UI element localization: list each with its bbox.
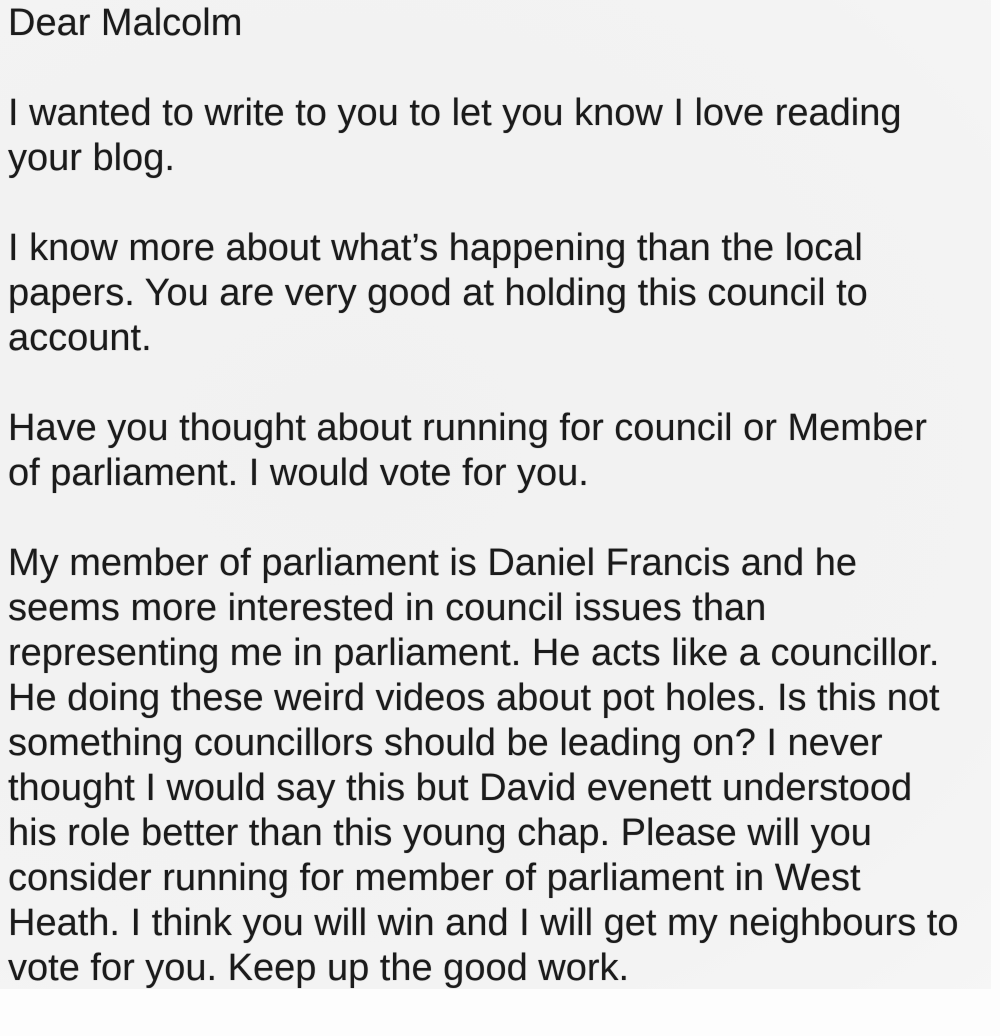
letter-line: your blog. [8, 137, 175, 179]
letter-line: representing me in parliament. He acts like a councillor. [8, 632, 940, 674]
paragraph [8, 226, 958, 361]
paragraph [8, 406, 958, 496]
letter-line: thought I would say this but David evenett understood [8, 767, 913, 809]
letter-line: seems more interested in council issues than [8, 587, 767, 629]
letter-line: vote for you. Keep up the good work. [8, 947, 630, 989]
paragraph [8, 91, 958, 181]
letter-line: account. [8, 317, 152, 359]
letter-line: something councillors should be leading on? I never [8, 722, 883, 764]
paragraph [8, 541, 958, 991]
paragraph [8, 1, 958, 46]
letter-line: Have you thought about running for council or Member [8, 407, 927, 449]
letter-line: his role better than this young chap. Please will you [8, 812, 872, 854]
letter-line: papers. You are very good at holding this council to [8, 272, 868, 314]
letter-line: He doing these weird videos about pot holes. Is this not [8, 677, 940, 719]
letter-line: I wanted to write to you to let you know I love reading [8, 92, 902, 134]
letter-line: My member of parliament is Daniel Francis and he [8, 542, 858, 584]
letter-line: of parliament. I would vote for you. [8, 452, 589, 494]
letter-line: consider running for member of parliament in West [8, 857, 861, 899]
letter-line: Heath. I think you will win and I will get my neighbours to [8, 902, 959, 944]
letter-line: Dear Malcolm [8, 2, 243, 44]
letter-line: I know more about what’s happening than the local [8, 227, 863, 269]
